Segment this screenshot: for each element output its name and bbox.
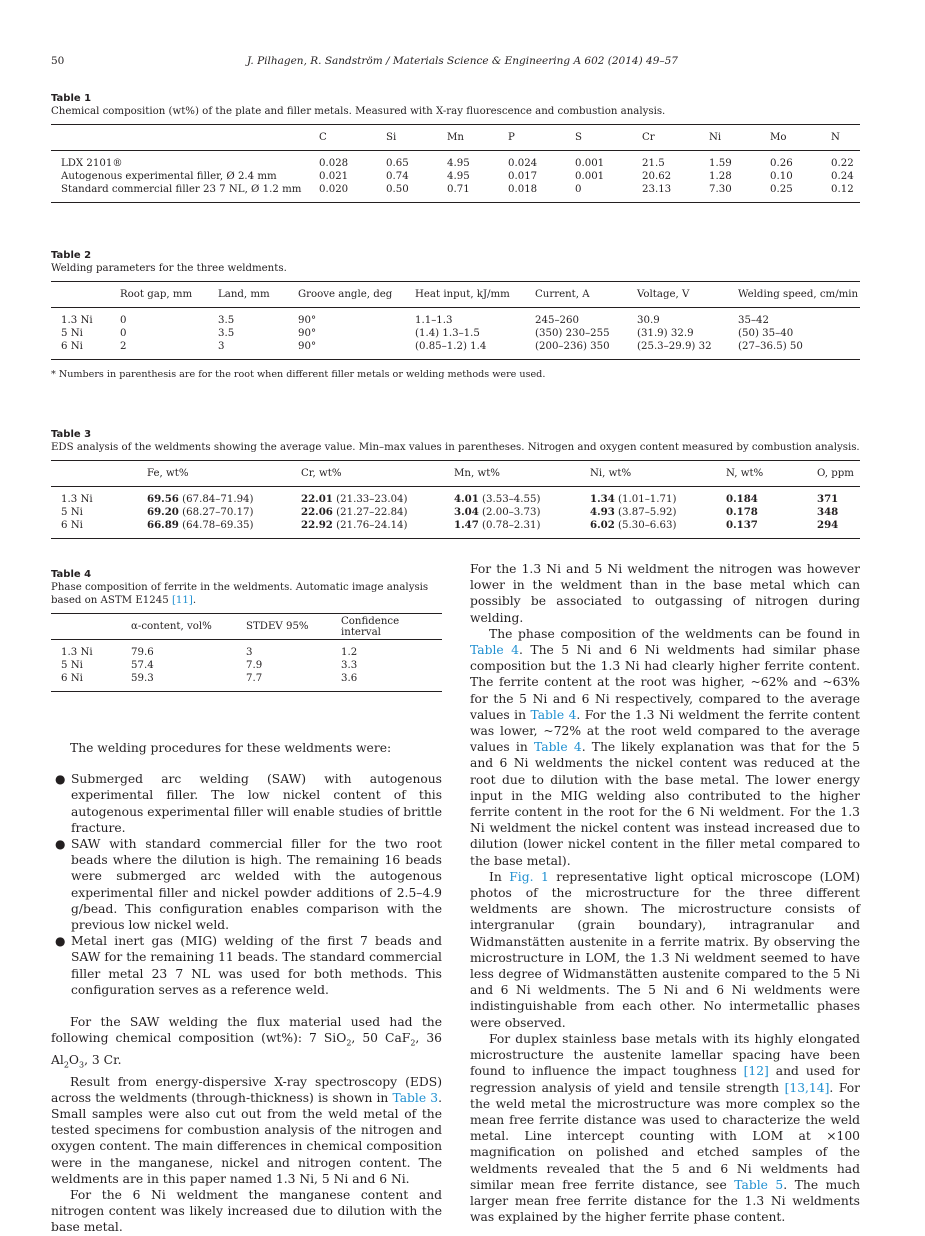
- table-row: [51, 672, 442, 692]
- paragraph-microstructure: [470, 869, 860, 1031]
- table-cell: 0.017: [508, 171, 538, 182]
- table2: [51, 281, 860, 360]
- ref-link-12[interactable]: [12]: [743, 1064, 769, 1079]
- paragraph-nitrogen: For the 1.3 Ni and 5 Ni weldment the nitrogen was however lower in the weldment than in the base metal which can possibly be associated to outgassing of nitrogen during welding.: [470, 562, 860, 625]
- table-row: [51, 487, 860, 507]
- table-cell: 0.028: [319, 158, 349, 169]
- table-cell: 5 Ni: [61, 328, 83, 339]
- table-cell: 0.021: [319, 171, 349, 182]
- cell-range-value: (21.27–22.84): [332, 507, 408, 518]
- table-cell: (25.3–29.9) 32: [637, 341, 712, 352]
- table1: [51, 124, 860, 203]
- column-header: Groove angle, deg: [288, 282, 405, 308]
- phase-text-b: . The 5 Ni and 6 Ni weldments had similar phase composition but the 1.3 Ni had clearly higher ferrite content. The ferrite content at the root was higher, ~62% and ~63% for the 5 Ni and 6 Ni respectively, compared to the average values in: [470, 643, 860, 722]
- table-cell: [291, 519, 444, 539]
- cell-average-value: 0.178: [726, 506, 758, 518]
- table-cell: 6 Ni: [61, 520, 83, 531]
- cell-average-value: 0.137: [726, 519, 758, 531]
- micro-text-b: representative light optical microscope (LOM) photos of the microstructure for the three different weldments are shown. The microstructure consists of intergranular (grain boundary), intragranular and Widmanstätten austenite in a ferrite matrix. By observing the microstructure in LOM, the 1.3 Ni weldment seemed to have less degree of Widmanstätten austenite compared to the 5 Ni and 6 Ni weldments. The 5 Ni and 6 Ni weldments were indistinguishable from each other. No intermetallic phases were observed.: [470, 869, 861, 1030]
- formula-subscript: 3: [79, 1060, 85, 1070]
- table4-caption-text: Phase composition of ferrite in the weldments. Automatic image analysis based on ASTM E1245: [51, 582, 429, 606]
- column-header: [51, 282, 110, 308]
- table-cell: 90°: [298, 315, 317, 326]
- table-cell: 0.024: [508, 158, 538, 169]
- table4-link[interactable]: Table 4: [470, 643, 519, 658]
- left-column-text: [51, 740, 442, 1236]
- cell-range-value: (2.00–3.73): [478, 507, 541, 518]
- ferrite-text-d: . The much larger mean free ferrite distance for the 1.3 Ni weldments was explained by the higher ferrite phase content.: [470, 1177, 860, 1225]
- table-cell: 0.25: [770, 184, 793, 195]
- table1-caption: Chemical composition (wt%) of the plate and filler metals. Measured with X-ray fluorescence and combustion analysis.: [51, 106, 666, 117]
- page-number: 50: [51, 55, 65, 67]
- cell-range-value: (64.78–69.35): [178, 520, 254, 531]
- table-cell: 0.65: [386, 158, 409, 169]
- column-header: Mn: [437, 125, 498, 151]
- cell-range-value: (3.53–4.55): [478, 494, 541, 505]
- table-cell: [137, 487, 291, 507]
- table-cell: Autogenous experimental filler, Ø 2.4 mm: [61, 171, 277, 182]
- table-cell: 1.2: [341, 647, 358, 658]
- table-cell: [716, 519, 807, 539]
- table-row: [51, 170, 860, 183]
- cell-range-value: (0.78–2.31): [478, 520, 541, 531]
- table-cell: 0.020: [319, 184, 349, 195]
- table-cell: (50) 35–40: [738, 328, 794, 339]
- column-header: Mn, wt%: [444, 461, 580, 487]
- table1-header-row: [51, 125, 860, 151]
- cell-average-value: 4.93: [590, 506, 615, 518]
- table-row: [51, 308, 860, 328]
- table-cell: [807, 519, 860, 539]
- table3-link[interactable]: Table 3: [392, 1090, 439, 1105]
- phase-text-c: . For the 1.3 Ni weldment the ferrite content was lower, ~72% at the root weld compared to the average values in: [470, 707, 860, 755]
- table4-link[interactable]: Table 4: [533, 740, 582, 755]
- ref-link-11[interactable]: [11]: [171, 595, 193, 606]
- table2-header-row: [51, 282, 860, 308]
- micro-text-a: In: [489, 869, 510, 884]
- table5-link[interactable]: Table 5: [734, 1177, 784, 1192]
- paragraph-6ni: For the 6 Ni weldment the manganese content and nitrogen content was likely increased due to dilution with the base metal.: [51, 1187, 442, 1235]
- column-header: Ni: [699, 125, 760, 151]
- table4-caption-end: .: [192, 595, 197, 606]
- table-cell: 4.95: [447, 158, 470, 169]
- table-cell: 1.1–1.3: [415, 315, 453, 326]
- table3-caption: EDS analysis of the weldments showing the average value. Min–max values in parentheses. Nitrogen and oxygen content measured by combustion analysis.: [51, 442, 860, 453]
- table-cell: [807, 487, 860, 507]
- table4-caption: [51, 581, 442, 607]
- table-cell: [580, 506, 716, 519]
- table3-header-row: [51, 461, 860, 487]
- table-cell: 245–260: [535, 315, 579, 326]
- table-cell: 57.4: [131, 660, 154, 671]
- table1-label: Table 1: [51, 93, 92, 104]
- table-cell: (200–236) 350: [535, 341, 610, 352]
- table-cell: 30.9: [637, 315, 660, 326]
- table-cell: 0.22: [831, 158, 854, 169]
- table-cell: 0.018: [508, 184, 538, 195]
- column-header: C: [309, 125, 376, 151]
- table-cell: [580, 519, 716, 539]
- running-title: J. Pilhagen, R. Sandström / Materials Science & Engineering A 602 (2014) 49–57: [247, 55, 678, 67]
- column-header: Welding speed, cm/min: [728, 282, 860, 308]
- cell-average-value: 348: [817, 506, 839, 518]
- table-cell: 0.74: [386, 171, 409, 182]
- table-row: [51, 640, 442, 660]
- cell-average-value: 4.01: [454, 493, 479, 505]
- table-cell: 4.95: [447, 171, 470, 182]
- procedure-item-text: Metal inert gas (MIG) welding of the first 7 beads and SAW for the remaining 11 beads. The standard commercial filler metal 23 7 NL was used for both methods. This configuration serves as a reference weld.: [71, 934, 442, 997]
- table-cell: [444, 506, 580, 519]
- table-cell: (350) 230–255: [535, 328, 610, 339]
- cell-range-value: (68.27–70.17): [178, 507, 254, 518]
- table-cell: 90°: [298, 328, 317, 339]
- column-header: O, ppm: [807, 461, 860, 487]
- table-cell: 5 Ni: [61, 507, 83, 518]
- table4: [51, 613, 442, 692]
- cell-average-value: 294: [817, 519, 839, 531]
- table-cell: 7.9: [246, 660, 263, 671]
- table-cell: 23.13: [642, 184, 672, 195]
- table-cell: 35–42: [738, 315, 770, 326]
- bullet-icon: ●: [55, 934, 66, 949]
- table-row: [51, 659, 442, 672]
- table-cell: [580, 487, 716, 507]
- table-cell: 0: [575, 184, 582, 195]
- table-cell: 2: [120, 341, 127, 352]
- table-cell: 0: [120, 328, 127, 339]
- cell-average-value: 6.02: [590, 519, 615, 531]
- table-cell: 0: [120, 315, 127, 326]
- cell-average-value: 0.184: [726, 493, 758, 505]
- column-header: Cr: [632, 125, 699, 151]
- table-cell: 0.001: [575, 171, 605, 182]
- table4-label: Table 4: [51, 569, 92, 580]
- phase-text-a: The phase composition of the weldments can be found in: [489, 626, 860, 641]
- table-cell: (27–36.5) 50: [738, 341, 803, 352]
- column-header: S: [565, 125, 632, 151]
- table-cell: [291, 506, 444, 519]
- table-cell: 79.6: [131, 647, 154, 658]
- column-header: Cr, wt%: [291, 461, 444, 487]
- table-cell: [137, 506, 291, 519]
- column-header: [51, 614, 121, 640]
- bullet-icon: ●: [55, 772, 66, 787]
- column-header: Heat input, kJ/mm: [405, 282, 525, 308]
- table-cell: (1.4) 1.3–1.5: [415, 328, 480, 339]
- paragraph-eds: [51, 1074, 442, 1187]
- paragraph-eds-text: Result from energy-dispersive X-ray spectroscopy (EDS) across the weldments (through-thickness) is shown in: [51, 1074, 442, 1105]
- table-cell: [716, 487, 807, 507]
- table-cell: 6 Ni: [61, 341, 83, 352]
- procedures-intro: The welding procedures for these weldments were:: [70, 741, 392, 755]
- table-cell: 0.50: [386, 184, 409, 195]
- table-cell: [291, 487, 444, 507]
- cell-average-value: 22.01: [301, 493, 333, 505]
- table-cell: 1.3 Ni: [61, 315, 93, 326]
- table-cell: 3.5: [218, 328, 235, 339]
- formula-subscript: 2: [346, 1038, 352, 1048]
- table-cell: 0.12: [831, 184, 854, 195]
- column-header: Mo: [760, 125, 821, 151]
- procedure-item-text: SAW with standard commercial filler for the two root beads where the dilution is high. The remaining 16 beads were submerged arc welded with the autogenous experimental filler and nickel powder additions of 2.5–4.9 g/bead. This configuration enables comparison with the previous low nickel weld.: [71, 837, 442, 933]
- table-cell: 7.30: [709, 184, 732, 195]
- procedure-item: [51, 836, 442, 933]
- table-cell: 1.28: [709, 171, 732, 182]
- fig1-link[interactable]: Fig. 1: [509, 869, 549, 884]
- procedure-item-text: Submerged arc welding (SAW) with autogenous experimental filler. The low nickel content of this autogenous experimental filler will enable studies of brittle fracture.: [71, 772, 442, 835]
- table-cell: LDX 2101®: [61, 158, 123, 169]
- table-cell: (0.85–1.2) 1.4: [415, 341, 487, 352]
- table2-label: Table 2: [51, 250, 92, 261]
- cell-average-value: 22.92: [301, 519, 333, 531]
- table3: [51, 460, 860, 539]
- table4-link[interactable]: Table 4: [530, 707, 577, 722]
- right-column-text: [470, 561, 860, 1225]
- table-row: [51, 151, 860, 171]
- table-cell: 3.3: [341, 660, 358, 671]
- column-header: [51, 461, 137, 487]
- table2-caption: Welding parameters for the three weldments.: [51, 263, 287, 274]
- column-header: N: [821, 125, 860, 151]
- column-header: STDEV 95%: [236, 614, 331, 640]
- column-header: N, wt%: [716, 461, 807, 487]
- ferrite-text-b: and used for regression analysis of yield and tensile strength: [470, 1064, 861, 1095]
- formula-subscript: 2: [410, 1038, 416, 1048]
- table-row: [51, 183, 860, 203]
- table1-caption-block: [51, 92, 860, 118]
- cell-range-value: (21.76–24.14): [332, 520, 408, 531]
- cell-average-value: 371: [817, 493, 839, 505]
- table2-footnote: * Numbers in parenthesis are for the root when different filler metals or welding methods were used.: [51, 369, 546, 380]
- table-cell: 5 Ni: [61, 660, 83, 671]
- procedure-item: [51, 771, 442, 836]
- table4-header-row: [51, 614, 442, 640]
- table-cell: [444, 487, 580, 507]
- table-cell: [444, 519, 580, 539]
- table-row: [51, 519, 860, 539]
- table-row: [51, 327, 860, 340]
- table-cell: 3.6: [341, 673, 358, 684]
- cell-range-value: (21.33–23.04): [332, 494, 408, 505]
- table-cell: 0.71: [447, 184, 470, 195]
- procedures-list: [51, 771, 442, 998]
- phase-text-d: . The likely explanation was that for the 5 and 6 Ni weldments the nickel content was reduced at the root due to dilution with the base metal. The lower energy input in the MIG welding also contributed to the higher ferrite content in the root for the 6 Ni weldment. For the 1.3 Ni weldment the nickel content was instead increased due to dilution (lower nickel content in the filler metal compared to the base metal).: [470, 740, 860, 868]
- paragraph-flux: For the SAW welding the flux material used had the following chemical composition (wt%): 7 SiO$_2$, 50 CaF$_2$, 36 $Al_2O_3$, 3 Cr.: [51, 1015, 442, 1070]
- cell-range-value: (5.30–6.63): [614, 520, 677, 531]
- table-cell: 3: [218, 341, 225, 352]
- table-cell: (31.9) 32.9: [637, 328, 694, 339]
- cell-range-value: (67.84–71.94): [178, 494, 254, 505]
- column-header: Confidence interval: [331, 614, 442, 640]
- table-cell: 21.5: [642, 158, 665, 169]
- table-cell: 0.001: [575, 158, 605, 169]
- cell-average-value: 1.34: [590, 493, 615, 505]
- table-cell: 6 Ni: [61, 673, 83, 684]
- cell-range-value: (1.01–1.71): [614, 494, 677, 505]
- table-cell: 7.7: [246, 673, 263, 684]
- column-header: [51, 125, 309, 151]
- cell-average-value: 1.47: [454, 519, 479, 531]
- column-header: P: [498, 125, 565, 151]
- table-cell: [137, 519, 291, 539]
- table3-label: Table 3: [51, 429, 92, 440]
- column-header: Voltage, V: [627, 282, 728, 308]
- cell-range-value: (3.87–5.92): [614, 507, 677, 518]
- bullet-icon: ●: [55, 837, 66, 852]
- table-cell: 1.3 Ni: [61, 494, 93, 505]
- table-cell: 1.59: [709, 158, 732, 169]
- table-cell: 20.62: [642, 171, 672, 182]
- table-row: [51, 506, 860, 519]
- paragraph-ferrite-distance: [470, 1031, 860, 1225]
- table-cell: 0.10: [770, 171, 793, 182]
- column-header: Fe, wt%: [137, 461, 291, 487]
- column-header: Current, A: [525, 282, 627, 308]
- cell-average-value: 66.89: [147, 519, 179, 531]
- table-cell: 1.3 Ni: [61, 647, 93, 658]
- table2-caption-block: [51, 249, 860, 275]
- table-row: [51, 340, 860, 360]
- ferrite-text-a: For duplex stainless base metals with its highly elongated microstructure the austenite lamellar spacing have been found to influence the impact toughness: [470, 1031, 860, 1079]
- formula-subscript: 2: [63, 1060, 69, 1070]
- cell-average-value: 22.06: [301, 506, 333, 518]
- cell-average-value: 69.20: [147, 506, 179, 518]
- ferrite-text-c: . For the weld metal the microstructure was more complex so the mean free ferrite distance was used to characterize the weld metal. Line intercept counting with LOM at ×100 magnification on polished and etched samples of the weldments revealed that the 5 and 6 Ni weldments had similar mean free ferrite distance, see: [470, 1080, 860, 1192]
- column-header: Si: [376, 125, 437, 151]
- paragraph-phase: [470, 626, 860, 869]
- table4-caption-block: [51, 568, 442, 607]
- column-header: α-content, vol%: [121, 614, 236, 640]
- table-cell: [716, 506, 807, 519]
- column-header: Root gap, mm: [110, 282, 208, 308]
- table-cell: 0.24: [831, 171, 854, 182]
- table-cell: Standard commercial filler 23 7 NL, Ø 1.2 mm: [61, 184, 302, 195]
- cell-average-value: 3.04: [454, 506, 479, 518]
- column-header: Ni, wt%: [580, 461, 716, 487]
- procedure-item: [51, 933, 442, 998]
- table-cell: 59.3: [131, 673, 154, 684]
- cell-average-value: 69.56: [147, 493, 179, 505]
- table-cell: 3.5: [218, 315, 235, 326]
- paragraph-eds-text-2: . Small samples were also cut out from the weld metal of the tested specimens for combustion analysis of the nitrogen and oxygen content. The main differences in chemical composition were in the manganese, nickel and nitrogen content. The weldments are in this paper named 1.3 Ni, 5 Ni and 6 Ni.: [51, 1090, 442, 1186]
- table-cell: 90°: [298, 341, 317, 352]
- table-cell: [807, 506, 860, 519]
- column-header: Land, mm: [208, 282, 288, 308]
- ref-link-13-14[interactable]: [13,14]: [784, 1080, 830, 1095]
- table3-caption-block: [51, 428, 860, 454]
- table-cell: 0.26: [770, 158, 793, 169]
- table-cell: 3: [246, 647, 253, 658]
